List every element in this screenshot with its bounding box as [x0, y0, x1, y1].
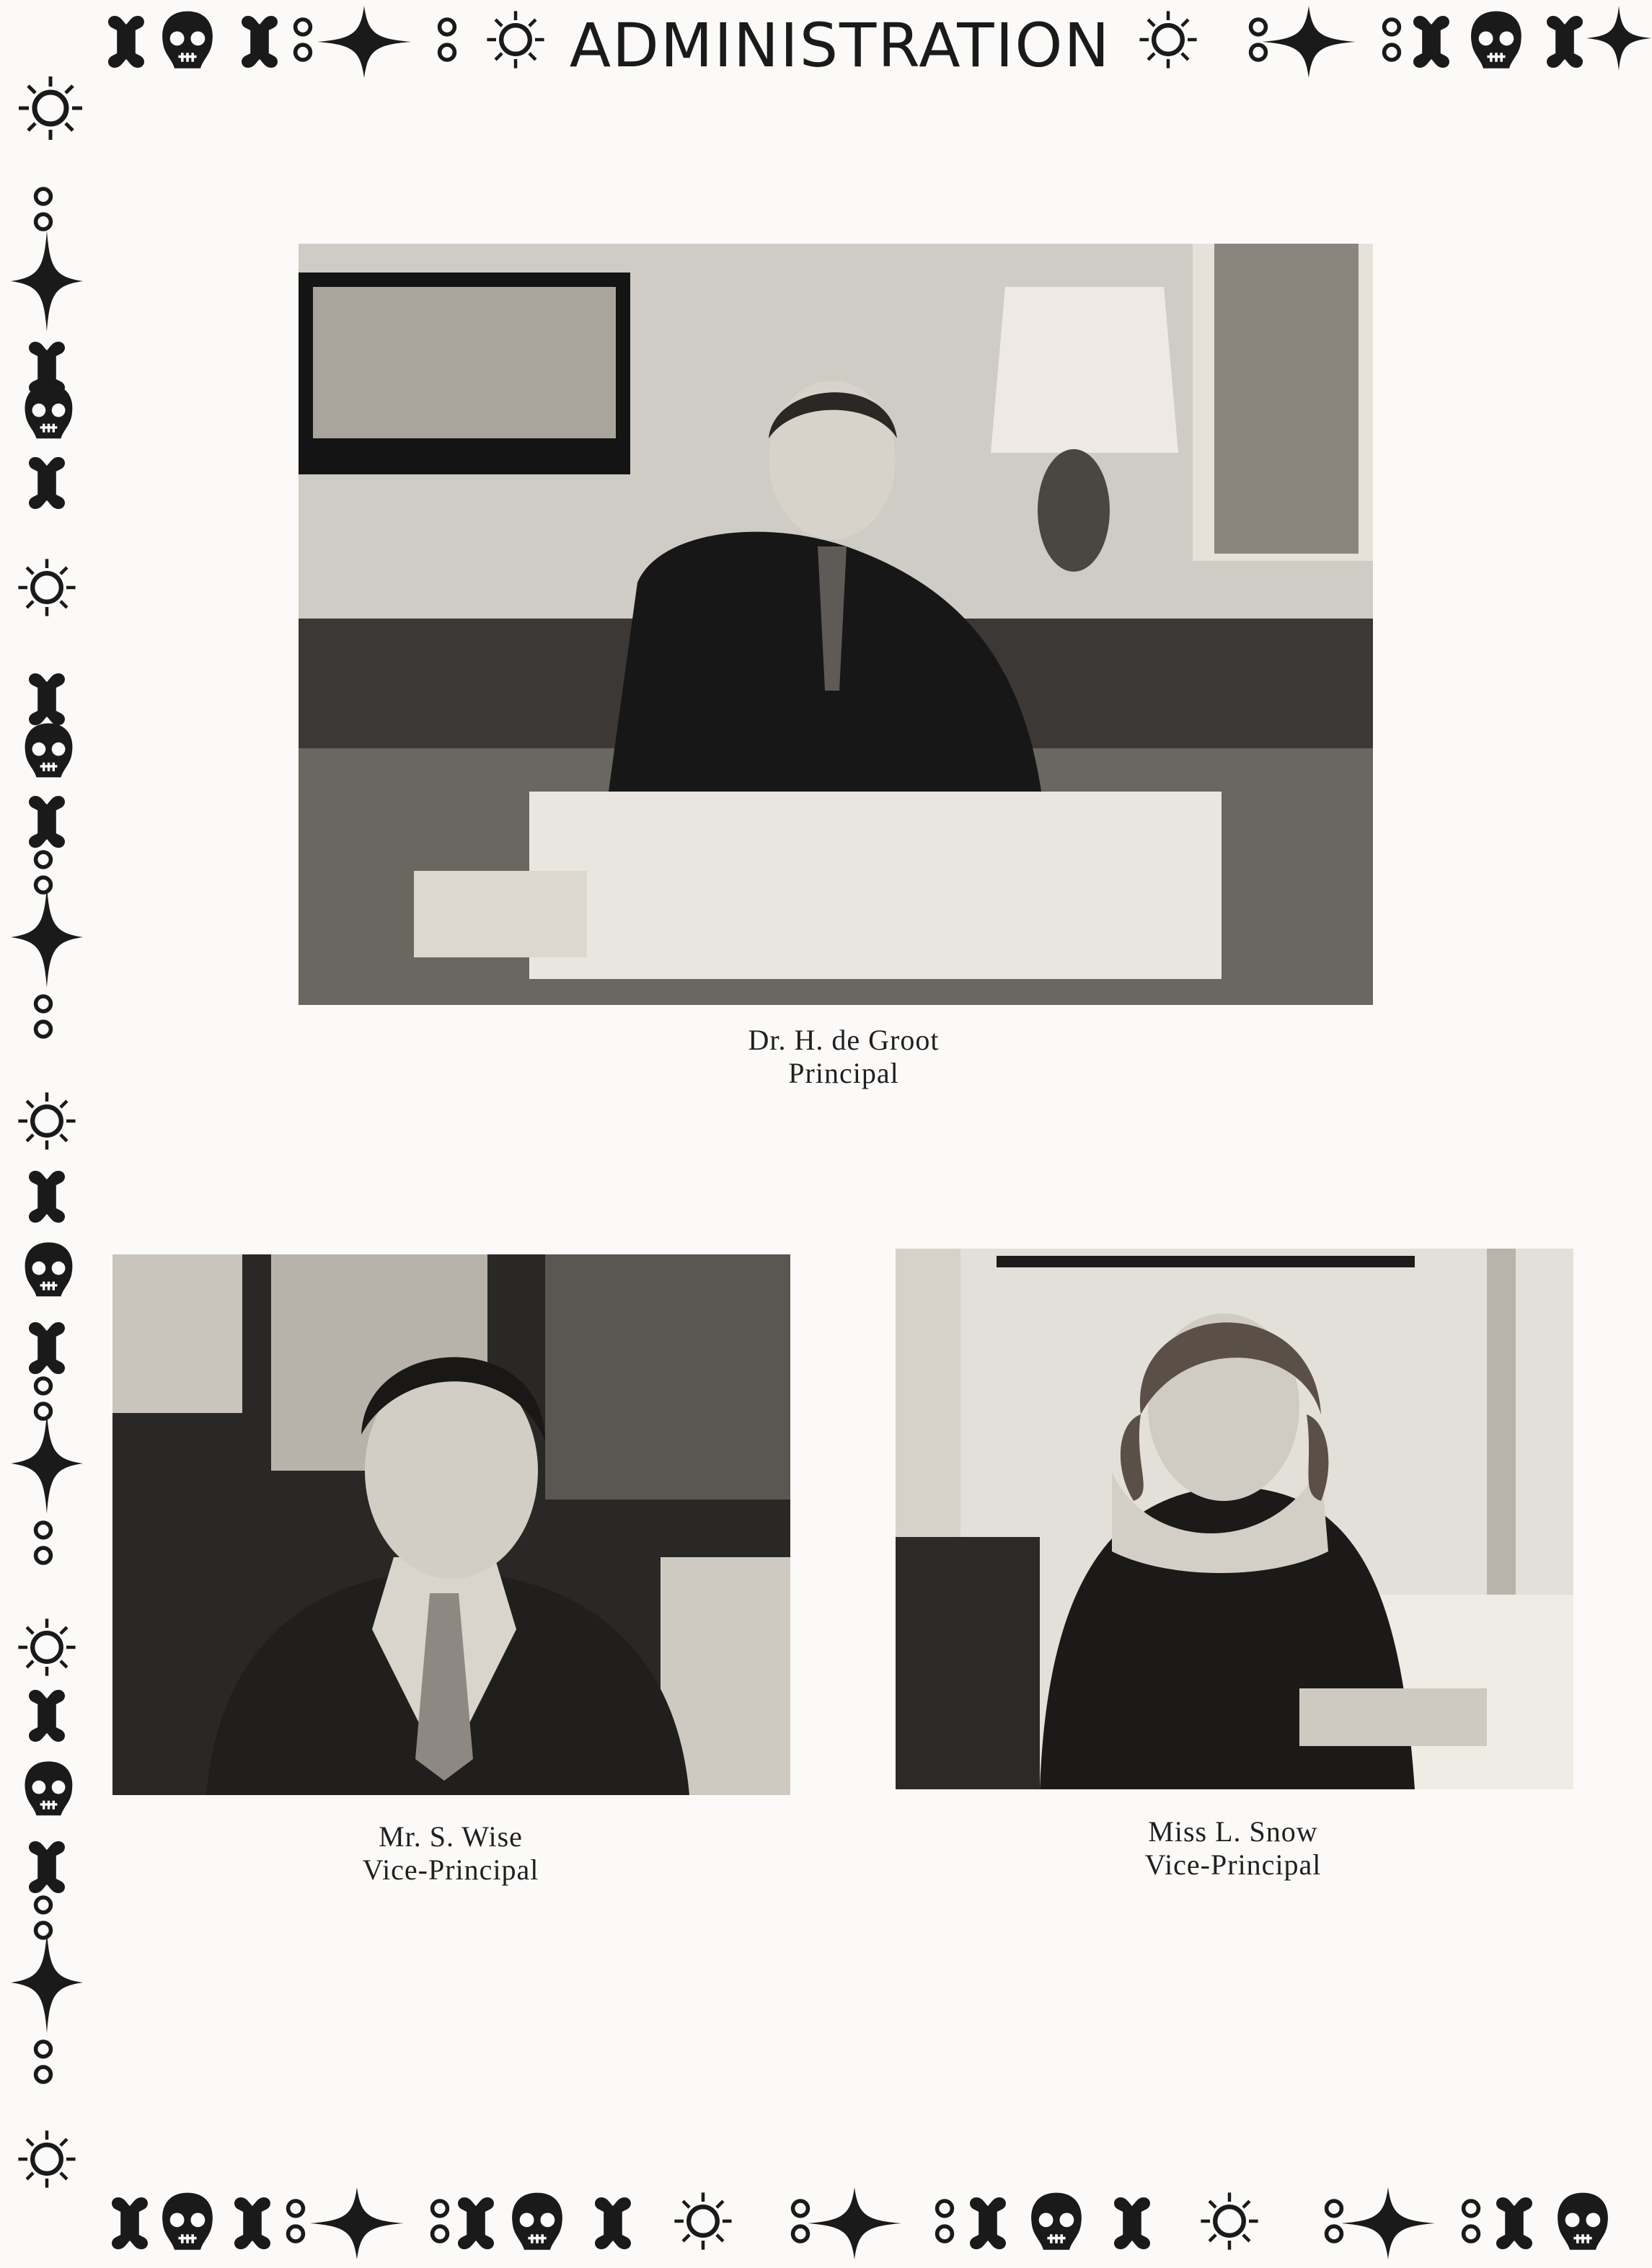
crescent-moon-icon: [1207, 12, 1237, 71]
principal-role: Principal: [788, 1057, 899, 1089]
bone-icon: [108, 16, 144, 68]
vice-principal-wise-role: Vice-Principal: [362, 1853, 539, 1886]
bone-icon: [1547, 16, 1583, 68]
vice-principal-snow-name: Miss L. Snow: [1148, 1815, 1318, 1848]
principal-name: Dr. H. de Groot: [748, 1024, 940, 1056]
sun-icon: [1139, 11, 1196, 68]
double-circle-icon: [440, 19, 455, 60]
vice-principal-wise-photo: [112, 1254, 790, 1795]
page-title: ADMINISTRATION: [548, 6, 1132, 85]
vice-principal-snow-caption: [1017, 1815, 1449, 1882]
four-point-star-icon: [317, 6, 411, 78]
sun-icon: [487, 11, 544, 68]
skull-icon: [162, 12, 213, 68]
double-circle-icon: [1251, 19, 1266, 60]
vice-principal-snow-role: Vice-Principal: [1144, 1848, 1322, 1881]
principal-photo: [299, 244, 1373, 1005]
vice-principal-wise-caption: [238, 1820, 663, 1887]
double-circle-icon: [296, 19, 311, 60]
bone-icon: [242, 16, 278, 68]
vice-principal-wise-name: Mr. S. Wise: [379, 1820, 523, 1853]
four-point-star-icon: [1586, 6, 1651, 71]
skull-icon: [1471, 12, 1521, 68]
bone-icon: [1413, 16, 1449, 68]
four-point-star-icon: [1262, 6, 1356, 78]
bottom-border: [0, 2181, 1652, 2268]
principal-caption: [620, 1024, 1067, 1090]
vice-principal-snow-photo: [896, 1249, 1573, 1789]
left-border: [0, 0, 101, 2268]
double-circle-icon: [1384, 19, 1400, 60]
